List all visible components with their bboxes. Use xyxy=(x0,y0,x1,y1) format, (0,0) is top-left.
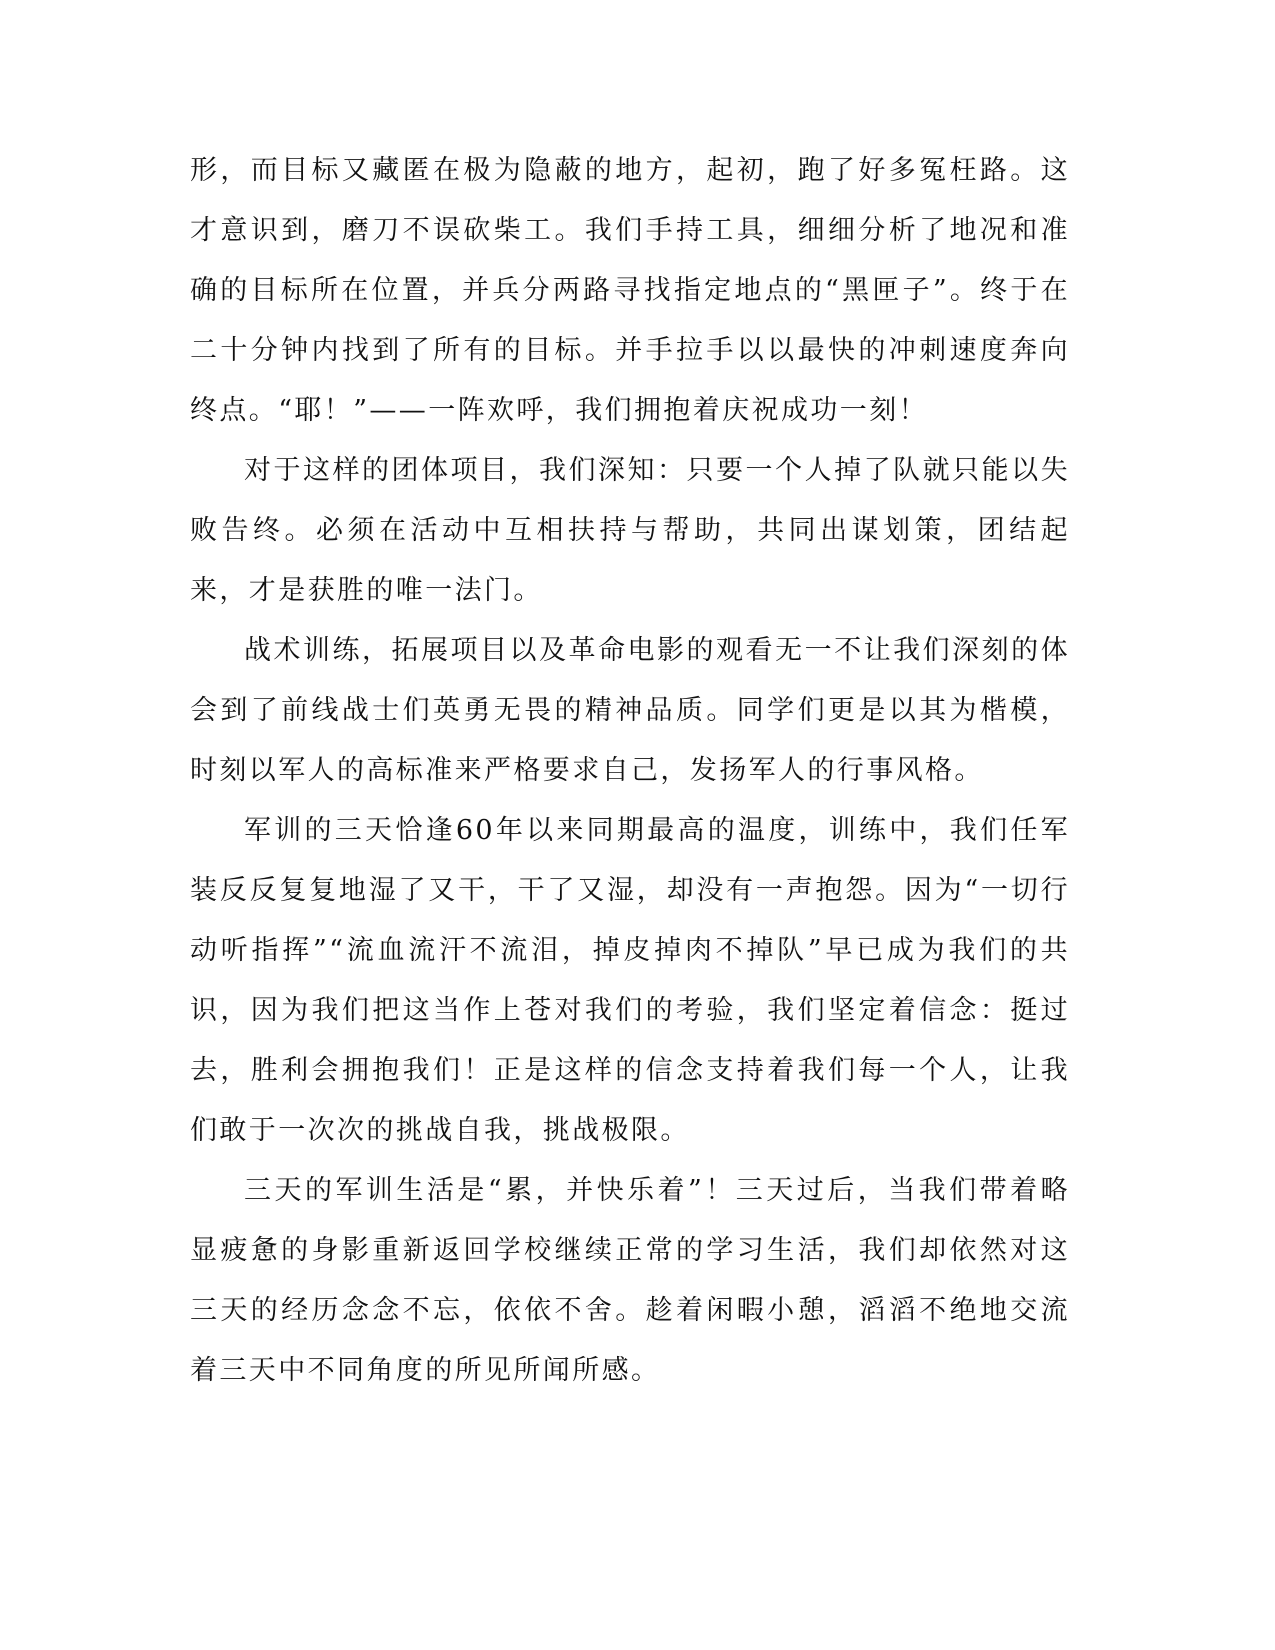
paragraph-3: 战术训练，拓展项目以及革命电影的观看无一不让我们深刻的体会到了前线战士们英勇无畏的精神品质。同学们更是以其为楷模，时刻以军人的高标准来严格要求自己，发扬军人的行事风格。 xyxy=(190,635,1070,786)
document-body xyxy=(190,141,1070,1401)
paragraph-5: 三天的军训生活是“累，并快乐着”！三天过后，当我们带着略显疲惫的身影重新返回学校继续正常的学习生活，我们却依然对这三天的经历念念不忘，依依不舍。趁着闲暇小憩，滔滔不绝地交流着三天中不同角度的所见所闻所感。 xyxy=(190,1175,1070,1386)
paragraph-2: 对于这样的团体项目，我们深知：只要一个人掉了队就只能以失败告终。必须在活动中互相扶持与帮助，共同出谋划策，团结起来，才是获胜的唯一法门。 xyxy=(190,455,1070,606)
paragraph-1: 形，而目标又藏匿在极为隐蔽的地方，起初，跑了好多冤枉路。这才意识到，磨刀不误砍柴工。我们手持工具，细细分析了地况和准确的目标所在位置，并兵分两路寻找指定地点的“黑匣子”。终于在二十分钟内找到了所有的目标。并手拉手以以最快的冲刺速度奔向终点。“耶！”——一阵欢呼，我们拥抱着庆祝成功一刻！ xyxy=(190,155,1070,426)
paragraph-4: 军训的三天恰逢60年以来同期最高的温度，训练中，我们任军装反反复复地湿了又干，干了又湿，却没有一声抱怨。因为“一切行动听指挥”“流血流汗不流泪，掉皮掉肉不掉队”早已成为我们的共识，因为我们把这当作上苍对我们的考验，我们坚定着信念：挺过去，胜利会拥抱我们！正是这样的信念支持着我们每一个人，让我们敢于一次次的挑战自我，挑战极限。 xyxy=(190,815,1070,1146)
